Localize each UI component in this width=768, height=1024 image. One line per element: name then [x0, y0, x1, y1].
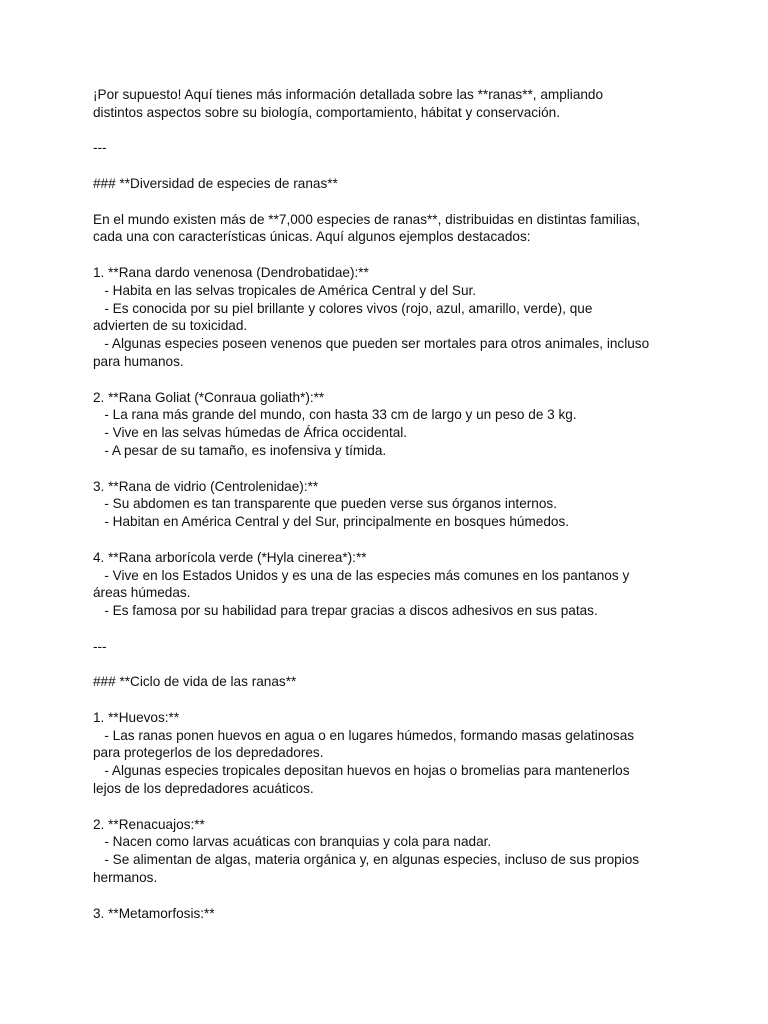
text-line: lejos de los depredadores acuáticos.: [93, 781, 314, 797]
text-line: - A pesar de su tamaño, es inofensiva y tímida.: [93, 442, 387, 458]
blank-line: [93, 157, 693, 175]
blank-line: [93, 656, 693, 674]
blank-line: [93, 620, 693, 638]
text-line: 3. **Metamorfosis:**: [93, 905, 215, 921]
text-line: 2. **Rana Goliat (*Conraua goliath*):**: [93, 389, 325, 405]
text-line: En el mundo existen más de **7,000 especies de ranas**, distribuidas en distintas familias,: [93, 211, 641, 227]
blank-line: [93, 887, 693, 905]
blank-line: [93, 371, 693, 389]
text-line: - Nacen como larvas acuáticas con branquias y cola para nadar.: [93, 834, 492, 850]
text-line: hermanos.: [93, 870, 158, 886]
blank-line: [93, 193, 693, 211]
text-line: - Algunas especies poseen venenos que pueden ser mortales para otros animales, incluso: [93, 336, 650, 352]
text-line: - Las ranas ponen huevos en agua o en lugares húmedos, formando masas gelatinosas: [93, 727, 635, 743]
document-page: [93, 86, 693, 922]
blank-line: [93, 460, 693, 478]
text-line: - Habita en las selvas tropicales de América Central y del Sur.: [93, 282, 477, 298]
text-line: ¡Por supuesto! Aquí tienes más información detallada sobre las **ranas**, ampliando: [93, 87, 604, 102]
blank-line: [93, 798, 693, 816]
text-line: advierten de su toxicidad.: [93, 318, 248, 334]
text-line: - Vive en las selvas húmedas de África occidental.: [93, 425, 408, 441]
text-line: 1. **Rana dardo venenosa (Dendrobatidae):**: [93, 264, 369, 280]
text-line: - Algunas especies tropicales depositan huevos en hojas o bromelias para mantenerlos: [93, 763, 630, 779]
text-line: 1. **Huevos:**: [93, 709, 180, 725]
text-line: ### **Ciclo de vida de las ranas**: [93, 674, 297, 690]
text-line: 3. **Rana de vidrio (Centrolenidae):**: [93, 478, 319, 494]
text-line: - Su abdomen es tan transparente que pueden verse sus órganos internos.: [93, 496, 557, 512]
text-line: ---: [93, 638, 107, 654]
text-line: - Vive en los Estados Unidos y es una de las especies más comunes en los pantanos y: [93, 567, 630, 583]
blank-line: [93, 246, 693, 264]
text-line: para protegerlos de los depredadores.: [93, 745, 324, 761]
blank-line: [93, 691, 693, 709]
text-line: - Es famosa por su habilidad para trepar gracias a discos adhesivos en sus patas.: [93, 603, 598, 619]
text-line: - Se alimentan de algas, materia orgánica y, en algunas especies, incluso de sus propios: [93, 852, 640, 868]
text-line: áreas húmedas.: [93, 585, 191, 601]
text-line: 4. **Rana arborícola verde (*Hyla cinerea*):**: [93, 549, 367, 565]
text-line: ---: [93, 140, 107, 156]
text-line: - Es conocida por su piel brillante y colores vivos (rojo, azul, amarillo, verde), que: [93, 300, 593, 316]
text-line: - La rana más grande del mundo, con hasta 33 cm de largo y un peso de 3 kg.: [93, 407, 577, 423]
text-line: - Habitan en América Central y del Sur, principalmente en bosques húmedos.: [93, 514, 570, 530]
text-line: 2. **Renacuajos:**: [93, 816, 205, 832]
text-line: para humanos.: [93, 353, 184, 369]
blank-line: [93, 531, 693, 549]
blank-line: [93, 122, 693, 140]
text-line: ### **Diversidad de especies de ranas**: [93, 175, 338, 191]
text-line: distintos aspectos sobre su biología, comportamiento, hábitat y conservación.: [93, 104, 560, 120]
text-line: cada una con características únicas. Aquí algunos ejemplos destacados:: [93, 229, 531, 245]
